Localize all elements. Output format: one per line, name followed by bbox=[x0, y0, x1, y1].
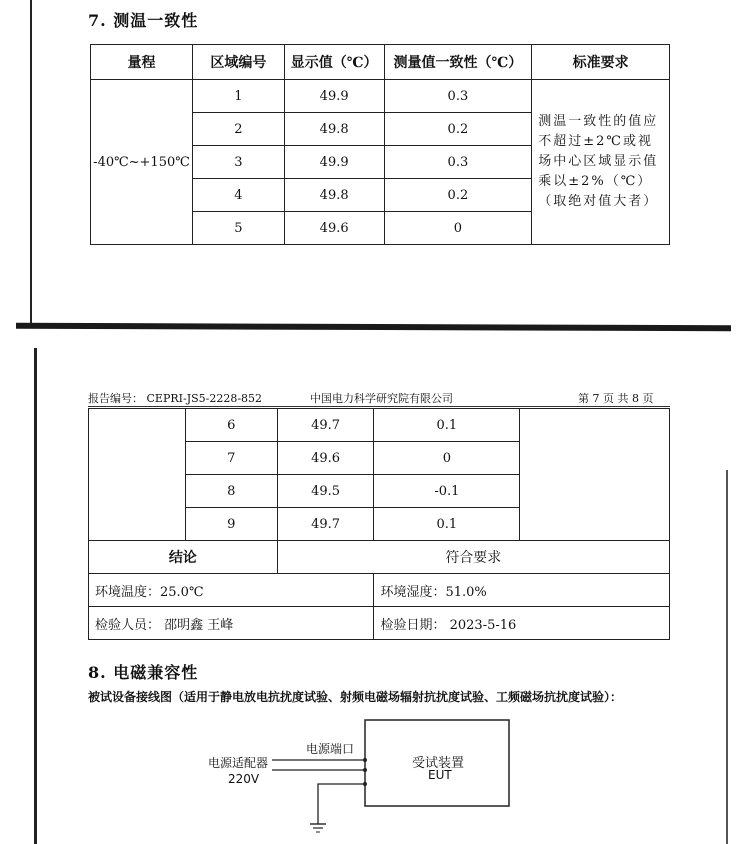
display-cell: 49.6 bbox=[277, 442, 374, 475]
adapter-label: 电源适配器 bbox=[208, 756, 269, 770]
header-requirement: 标准要求 bbox=[532, 45, 670, 80]
eut-abbreviation: EUT bbox=[428, 768, 452, 782]
zone-cell: 4 bbox=[192, 179, 284, 212]
eut-name: 受试装置 bbox=[412, 756, 465, 771]
ground-wire bbox=[318, 784, 365, 824]
port-dot bbox=[363, 782, 367, 786]
consistency-cell: 0.2 bbox=[384, 113, 532, 146]
display-cell: 49.7 bbox=[277, 409, 374, 442]
display-cell: 49.5 bbox=[277, 475, 374, 508]
table-header-row bbox=[91, 45, 670, 80]
section-7-title: 7. 测温一致性 bbox=[88, 11, 199, 30]
display-cell: 49.8 bbox=[284, 179, 384, 212]
ground-symbol-icon bbox=[310, 824, 326, 832]
consistency-cell: 0.2 bbox=[384, 179, 532, 212]
table-row bbox=[89, 409, 670, 442]
temperature-consistency-table bbox=[90, 44, 670, 245]
zone-cell: 7 bbox=[185, 442, 277, 475]
environment-temperature: 环境温度：25.0℃ bbox=[89, 574, 374, 607]
requirement-cell: 测温一致性的值应不超过±2℃或视场中心区域显示值乘以±2%（℃）（取绝对值大者） bbox=[532, 80, 670, 245]
page-bottom-edge bbox=[16, 323, 731, 331]
consistency-cell: 0.3 bbox=[384, 146, 532, 179]
conclusion-value: 符合要求 bbox=[277, 541, 669, 574]
page-left-edge bbox=[30, 0, 32, 326]
display-cell: 49.6 bbox=[284, 212, 384, 245]
zone-cell: 9 bbox=[185, 508, 277, 541]
consistency-cell: 0 bbox=[384, 212, 532, 245]
display-cell: 49.8 bbox=[284, 113, 384, 146]
page-number: 第 7 页 共 8 页 bbox=[578, 392, 654, 405]
range-cell: -40℃~+150℃ bbox=[91, 80, 193, 245]
header-zone: 区域编号 bbox=[192, 45, 284, 80]
range-cell-continued bbox=[89, 409, 186, 541]
header-range: 量程 bbox=[91, 45, 193, 80]
zone-cell: 3 bbox=[192, 146, 284, 179]
consistency-cell: 0.1 bbox=[374, 508, 520, 541]
page-right-edge-lower bbox=[726, 470, 728, 844]
header-display: 显示值（℃） bbox=[284, 45, 384, 80]
conclusion-row bbox=[89, 541, 670, 574]
display-cell: 49.9 bbox=[284, 146, 384, 179]
inspection-date: 检验日期： 2023-5-16 bbox=[374, 607, 670, 640]
header-consistency: 测量值一致性（℃） bbox=[384, 45, 532, 80]
display-cell: 49.7 bbox=[277, 508, 374, 541]
zone-cell: 5 bbox=[192, 212, 284, 245]
section-8-title: 8. 电磁兼容性 bbox=[88, 663, 199, 682]
port-dot bbox=[363, 758, 367, 762]
report-number: 报告编号： CEPRI-JS5-2228-852 bbox=[88, 392, 263, 405]
header-rule bbox=[88, 406, 670, 407]
zone-cell: 2 bbox=[192, 113, 284, 146]
voltage-label: 220V bbox=[228, 772, 260, 786]
conclusion-label: 结论 bbox=[89, 541, 278, 574]
requirement-cell-continued bbox=[520, 409, 670, 541]
power-port-label: 电源端口 bbox=[306, 742, 355, 756]
environment-humidity: 环境湿度：51.0% bbox=[374, 574, 670, 607]
consistency-cell: 0 bbox=[374, 442, 520, 475]
zone-cell: 6 bbox=[185, 409, 277, 442]
port-dot bbox=[363, 768, 367, 772]
consistency-cell: 0.1 bbox=[374, 409, 520, 442]
consistency-cell: 0.3 bbox=[384, 80, 532, 113]
display-cell: 49.9 bbox=[284, 80, 384, 113]
zone-cell: 8 bbox=[185, 475, 277, 508]
page-left-edge-lower bbox=[34, 348, 37, 844]
environment-row bbox=[89, 574, 670, 607]
organization-name: 中国电力科学研究院有限公司 bbox=[310, 392, 453, 405]
wiring-description: 被试设备接线图（适用于静电放电抗扰度试验、射频电磁场辐射抗扰度试验、工频磁场抗扰度试验）： bbox=[88, 690, 623, 704]
consistency-cell: -0.1 bbox=[374, 475, 520, 508]
table-row bbox=[91, 80, 670, 113]
inspection-row bbox=[89, 607, 670, 640]
zone-cell: 1 bbox=[192, 80, 284, 113]
inspector: 检验人员： 邵明鑫 王峰 bbox=[89, 607, 374, 640]
continued-table bbox=[88, 408, 670, 640]
